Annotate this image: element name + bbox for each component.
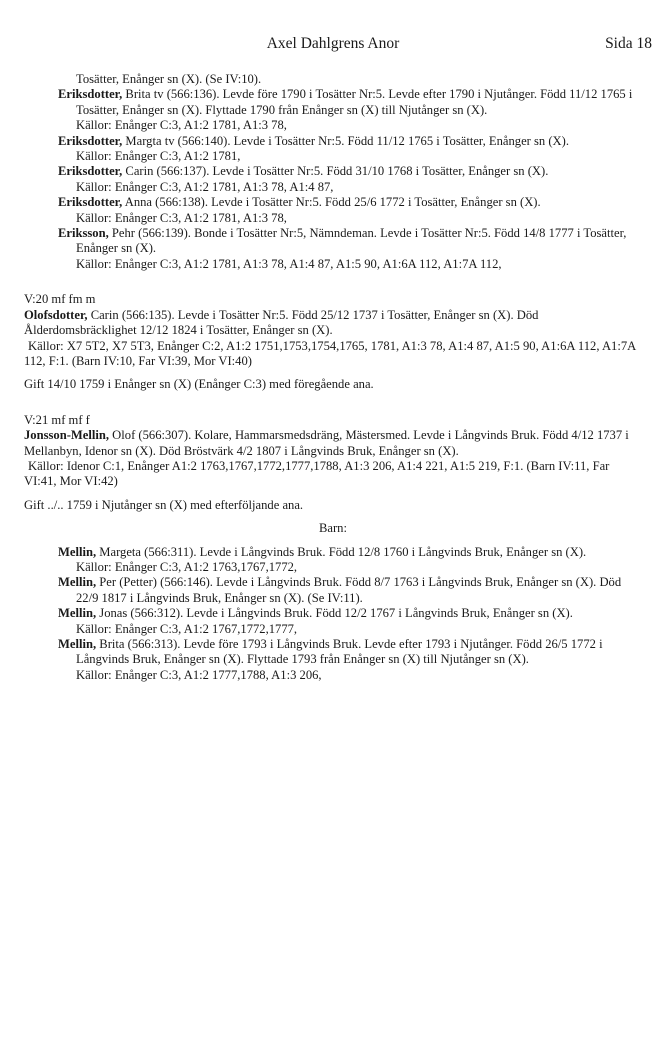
page-number: Sida 18 bbox=[605, 35, 652, 52]
list-item: Eriksson, Pehr (566:139). Bonde i Tosätter Nr:5, Nämndeman. Levde i Tosätter Nr:5. Född 14/8 1777 i Tosätter, Enånger sn (X). bbox=[58, 226, 627, 256]
section-heading: V:21 mf mf f bbox=[24, 412, 90, 427]
person-name: Eriksdotter, bbox=[58, 87, 123, 102]
continuation-text: Tosätter, Enånger sn (X). (Se IV:10). bbox=[76, 72, 262, 86]
person-name: Eriksdotter, bbox=[58, 164, 123, 179]
page-content bbox=[0, 72, 666, 683]
list-item: Mellin, Brita (566:313). Levde före 1793 i Långvinds Bruk. Levde efter 1793 i Njutånger. Född 26/5 1772 i Långvinds Bruk, Enånger sn (X). Flyttade 1793 från Enånger sn (X) till Njutånger sn (X). bbox=[58, 637, 603, 667]
marriage-line: Gift ../.. 1759 i Njutånger sn (X) med efterföljande ana. bbox=[24, 497, 304, 512]
list-item: Eriksdotter, Carin (566:137). Levde i Tosätter Nr:5. Född 31/10 1768 i Tosätter, Enånger sn (X). bbox=[58, 164, 549, 179]
sources-line: Källor: Enånger C:3, A1:2 1767,1772,1777, bbox=[76, 621, 298, 636]
person-name: Mellin, bbox=[58, 606, 97, 621]
sources-line: Källor: Idenor C:1, Enånger A1:2 1763,1767,1772,1777,1788, A1:3 206, A1:4 221, A1:5 219, F:1. (Barn IV:11, Far VI:41, Mor VI:42) bbox=[24, 458, 610, 489]
sources-line: Källor: Enånger C:3, A1:2 1781, A1:3 78, A1:4 87, bbox=[76, 179, 334, 194]
person-name: Mellin, bbox=[58, 637, 97, 651]
marriage-line: Gift 14/10 1759 i Enånger sn (X) (Enånger C:3) med föregående ana. bbox=[24, 377, 374, 392]
ancestor-entry: Jonsson-Mellin, Olof (566:307). Kolare, Hammarsmedsdräng, Mästersmed. Levde i Långvinds Bruk. Född 4/12 1737 i Mellanbyn, Idenor sn (X). Död Bröstvärk 4/2 1807 i Långvinds Bruk, Enånger sn (X). bbox=[24, 428, 629, 458]
person-name: Eriksdotter, bbox=[58, 133, 123, 148]
person-name: Eriksdotter, bbox=[58, 195, 123, 210]
section-heading: V:20 mf fm m bbox=[24, 292, 96, 307]
list-item: Eriksdotter, Margta tv (566:140). Levde i Tosätter Nr:5. Född 11/12 1765 i Tosätter, Enånger sn (X). bbox=[58, 133, 569, 148]
sources-line: Källor: Enånger C:3, A1:2 1777,1788, A1:3 206, bbox=[76, 667, 322, 682]
page-header-title: Axel Dahlgrens Anor bbox=[266, 35, 400, 52]
person-name: Eriksson, bbox=[58, 226, 109, 241]
person-name: Jonsson-Mellin, bbox=[24, 428, 110, 443]
sources-line: Källor: X7 5T2, X7 5T3, Enånger C:2, A1:2 1751,1753,1754,1765, 1781, A1:3 78, A1:4 87, A1:5 90, A1:6A 112, A1:7A 112, F:1. (Barn IV:10, Far VI:39, Mor VI:40) bbox=[24, 338, 636, 368]
children-heading: Barn: bbox=[319, 521, 347, 536]
sources-line: Källor: Enånger C:3, A1:2 1781, bbox=[76, 149, 241, 164]
ancestor-entry: Olofsdotter, Carin (566:135). Levde i Tosätter Nr:5. Född 25/12 1737 i Tosätter, Enånger sn (X). Död Ålderdomsbräcklighet 12/12 1824 i Tosätter, Enånger sn (X). bbox=[24, 307, 539, 338]
list-item: Mellin, Per (Petter) (566:146). Levde i Långvinds Bruk. Född 8/7 1763 i Långvinds Bruk, Enånger sn (X). Död 22/9 1817 i Långvinds Bruk, Enånger sn (X). (Se IV:11). bbox=[58, 575, 622, 605]
list-item: Mellin, Jonas (566:312). Levde i Långvinds Bruk. Född 12/2 1767 i Långvinds Bruk, Enånger sn (X). bbox=[58, 606, 573, 621]
sources-line: Källor: Enånger C:3, A1:2 1763,1767,1772, bbox=[76, 559, 298, 574]
person-name: Olofsdotter, bbox=[24, 307, 88, 322]
sources-line: Källor: Enånger C:3, A1:2 1781, A1:3 78, A1:4 87, A1:5 90, A1:6A 112, A1:7A 112, bbox=[76, 256, 502, 271]
person-name: Mellin, bbox=[58, 575, 97, 590]
sources-line: Källor: Enånger C:3, A1:2 1781, A1:3 78, bbox=[76, 210, 287, 225]
sources-line: Källor: Enånger C:3, A1:2 1781, A1:3 78, bbox=[76, 118, 287, 133]
list-item: Mellin, Margeta (566:311). Levde i Långvinds Bruk. Född 12/8 1760 i Långvinds Bruk, Enånger sn (X). bbox=[58, 544, 587, 559]
list-item: Eriksdotter, Brita tv (566:136). Levde före 1790 i Tosätter Nr:5. Levde efter 1790 i Njutånger. Född 11/12 1765 i Tosätter, Enånger sn (X). Flyttade 1790 från Enånger sn (X) till Njutånger sn (X). bbox=[58, 87, 633, 117]
person-name: Mellin, bbox=[58, 544, 97, 559]
list-item: Eriksdotter, Anna (566:138). Levde i Tosätter Nr:5. Född 25/6 1772 i Tosätter, Enånger sn (X). bbox=[58, 195, 541, 210]
